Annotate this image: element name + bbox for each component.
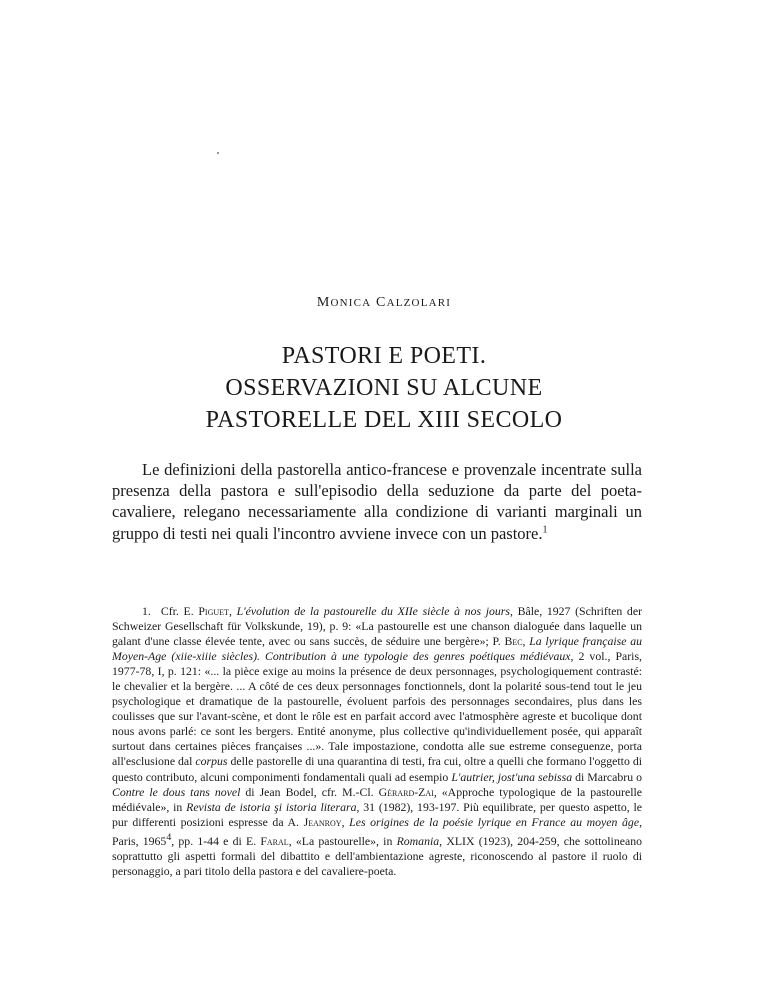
author-last-rest: ALZOLARI xyxy=(386,297,452,309)
fn-seg: , XLIX (1923), 204-259, che sottolineano soprattutto gli aspetti formali del dibattito e dell'ambientazione agreste, riconoscendo al pastore il ruolo di personaggio, a pari titolo della pastora e del cavaliere-poeta. xyxy=(112,833,642,878)
fn-author-bec: Bec xyxy=(504,634,523,649)
fn-author-gerard-zai: Gérard-Zai xyxy=(378,784,434,799)
title-line-1: PASTORI E POETI. xyxy=(281,343,487,369)
fn-seg: di Marcabru o xyxy=(572,769,642,784)
fn-seg: , «Approche typologique de la pastourelle médiévale», in xyxy=(112,784,642,814)
fn-author-jeanroy: Jeanroy xyxy=(303,814,342,829)
fn-seg: , 31 (1982), 193-197. Più equilibrate, per questo aspetto, le pur differenti posizioni espresse da A. xyxy=(112,799,642,829)
fn-seg: , xyxy=(228,604,237,618)
author-name xyxy=(0,295,768,311)
fn-seg: Cfr. E. xyxy=(160,604,199,618)
fn-seg: , 2 vol., Paris, 1977-78, I, p. 121: «... la pièce exige au moins la présence de deux personnages, psychologiquement contrasté: le chevalier et la bergère. ... A côté de ces deux personnages fonctionnels, dont la polarité sous-tend tout le jeu psychologique et dramatique de la pastourelle, évoluent parfois des personnages secondaires, plus dans les coulisses que sur l'avant-scène, et dont le rôle est en parfait accord avec l'atmosphère agreste et bucolique dont nous avons parlé: ce sont les bergers. Entité anonyme, plus collective qu'individuellement posée, qui apparaît surtout dans certaines pièces françaises ...». Tale impostazione, condotta alle sue estreme conseguenze, porta all'esclusione dal xyxy=(112,649,642,769)
footnote xyxy=(112,604,642,879)
fn-work-title: L'évolution de la pastourelle du XIIe siècle à nos jours xyxy=(236,604,510,618)
title-line-3: PASTORELLE DEL XIII SECOLO xyxy=(205,407,563,433)
author-first-rest: ONICA xyxy=(330,297,372,309)
fn-work-title: L'autrier, jost'una sebissa xyxy=(451,769,573,784)
fn-work-title: La lyrique française au Moyen-Age (xiie-xiiie siècles). Contribution à une typologie des genres poétiques médiévaux xyxy=(112,634,642,664)
author-first-initial: M xyxy=(316,295,331,310)
intro-paragraph xyxy=(112,459,642,544)
fn-author-faral: Faral xyxy=(260,833,289,848)
author-last-initial: C xyxy=(376,295,387,310)
fn-author-piguet: Piguet xyxy=(198,604,229,618)
fn-journal-title: Revista de istoria şi istoria literara xyxy=(186,799,357,814)
fn-seg: delle pastorelle di una quarantina di testi, fra cui, oltre a quelli che formano l'oggetto di questo contributo, alcuni componimenti fondamentali quali ad esempio xyxy=(112,754,642,784)
fn-seg: , Paris, 1965 xyxy=(112,814,643,848)
footnote-ref: 1 xyxy=(542,524,548,536)
article-title xyxy=(0,340,768,436)
fn-seg: , xyxy=(341,814,350,829)
fn-seg: , «La pastourelle», in xyxy=(288,833,397,848)
fn-seg: , xyxy=(522,634,530,649)
scan-speck xyxy=(217,152,219,154)
fn-seg: di Jean Bodel, cfr. M.-Cl. xyxy=(240,784,379,799)
fn-work-title: Contre le dous tans novel xyxy=(112,784,241,799)
fn-journal-title: Romania xyxy=(396,833,440,848)
fn-seg: , pp. 1-44 e di E. xyxy=(171,833,261,848)
fn-seg: , Bâle, 1927 (Schriften der Schweizer Gesellschaft für Volkskunde, 19), p. 9: «La pastourelle est une chanson dialoguée dans laquelle un galant d'une classe élevée tente, avec ou sans succès, de séduire une bergère»; P. xyxy=(112,604,642,649)
footnote-number: 1. xyxy=(142,604,151,618)
fn-term: corpus xyxy=(195,754,228,769)
fn-work-title: Les origines de la poésie lyrique en France au moyen âge xyxy=(349,814,640,829)
intro-text: Le definizioni della pastorella antico-francese e provenzale incentrate sulla presenza della pastora e sull'episodio della seduzione da parte del poeta-cavaliere, relegano necessariamente alla condizione di varianti marginali un gruppo di testi nei quali l'incontro avviene invece con un pastore. xyxy=(112,460,642,543)
title-line-2: OSSERVAZIONI SU ALCUNE xyxy=(225,375,543,401)
fn-edition-sup: 4 xyxy=(166,831,172,843)
